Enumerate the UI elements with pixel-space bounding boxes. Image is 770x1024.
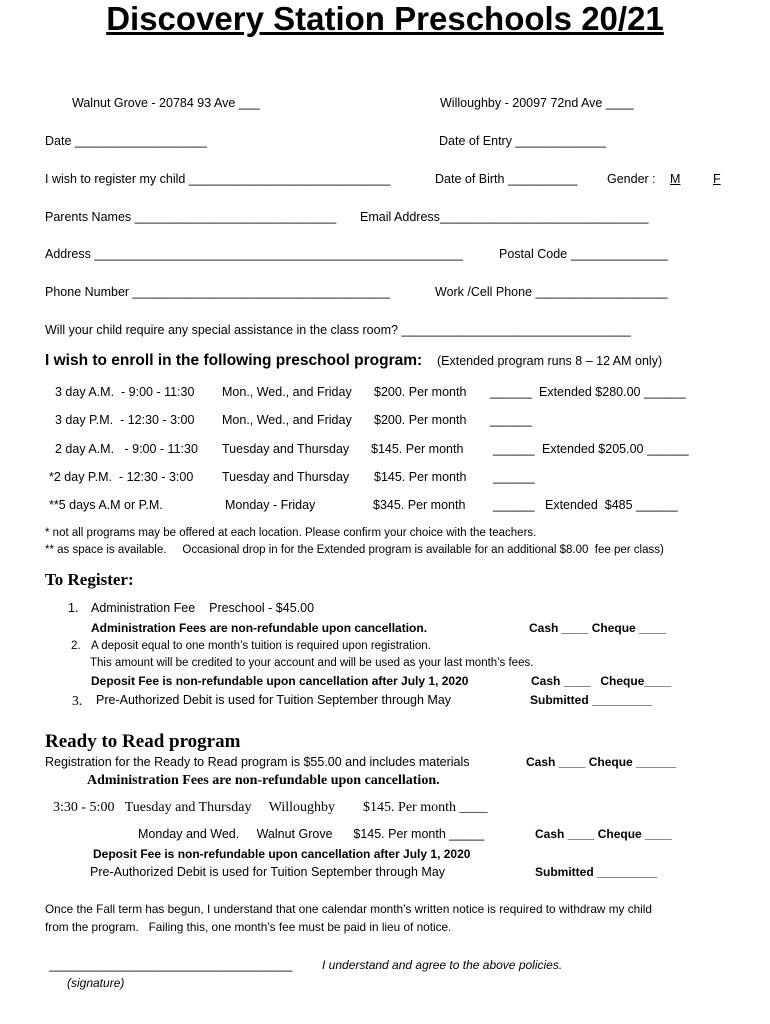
program-row-blank[interactable]: ______ — [493, 470, 535, 484]
program-row-days: Tuesday and Thursday — [222, 470, 350, 484]
list-number: 1. — [68, 601, 79, 615]
signature-label: (signature) — [67, 976, 125, 990]
date-field[interactable]: Date ___________________ — [45, 134, 207, 148]
program-row-name: *2 day P.M. - 12:30 - 3:00 — [49, 470, 194, 484]
ready-preauth-submitted[interactable]: Submitted _________ — [535, 865, 658, 879]
program-row-price: $200. Per month — [374, 385, 467, 399]
ready-row-payment[interactable]: Cash ____ Cheque ____ — [535, 827, 672, 841]
program-row-price: $145. Per month — [374, 470, 467, 484]
program-row-name: **5 days A.M or P.M. — [49, 498, 163, 512]
gender-f-option[interactable]: F — [713, 172, 721, 186]
program-row-price: $200. Per month — [374, 413, 467, 427]
date-of-entry-field[interactable]: Date of Entry _____________ — [439, 134, 606, 148]
admin-fee-nonrefundable: Administration Fees are non-refundable upon cancellation. — [91, 621, 428, 635]
program-row-extended[interactable]: Extended $280.00 ______ — [539, 385, 686, 399]
gender-m-option[interactable]: M — [670, 172, 681, 186]
program-row-blank[interactable]: ______ — [493, 498, 535, 512]
withdrawal-notice-line2: from the program. Failing this, one month’s fee must be paid in lieu of notice. — [45, 920, 452, 934]
gender-label: Gender : — [607, 172, 656, 186]
program-row-name: 3 day P.M. - 12:30 - 3:00 — [55, 413, 195, 427]
special-assistance-field[interactable]: Will your child require any special assistance in the class room? _________________________________ — [45, 323, 631, 337]
ready-row-willoughby[interactable]: 3:30 - 5:00 Tuesday and Thursday Willoughby $145. Per month ____ — [53, 800, 488, 815]
admin-fee-payment[interactable]: Cash ____ Cheque ____ — [529, 621, 666, 635]
ready-admin-nonrefundable: Administration Fees are non-refundable upon cancellation. — [87, 773, 440, 788]
ready-registration-text: Registration for the Ready to Read program is $55.00 and includes materials — [45, 755, 470, 769]
program-row-days: Mon., Wed., and Friday — [222, 413, 352, 427]
program-row-blank[interactable]: ______ — [490, 385, 532, 399]
list-number: 2. — [71, 640, 81, 652]
ready-to-read-heading: Ready to Read program — [45, 731, 241, 752]
postal-code-field[interactable]: Postal Code ______________ — [499, 247, 668, 261]
agreement-text: I understand and agree to the above policies. — [322, 958, 563, 972]
signature-line[interactable]: ___________________________________ — [49, 958, 293, 972]
program-row-days: Mon., Wed., and Friday — [222, 385, 352, 399]
program-heading: I wish to enroll in the following preschool program: — [45, 352, 423, 369]
deposit-payment[interactable]: Cash ____ Cheque____ — [531, 674, 672, 688]
ready-preauth-text: Pre-Authorized Debit is used for Tuition September through May — [90, 865, 446, 879]
footnote-1: * not all programs may be offered at each location. Please confirm your choice with the teachers. — [45, 527, 537, 539]
child-name-field[interactable]: I wish to register my child _____________________________ — [45, 172, 391, 186]
program-row-name: 2 day A.M. - 9:00 - 11:30 — [55, 442, 198, 456]
preauth-debit-text: Pre-Authorized Debit is used for Tuition September through May — [96, 693, 452, 707]
list-number: 3. — [72, 693, 83, 708]
deposit-text: A deposit equal to one month’s tuition is required upon registration. — [91, 640, 431, 652]
withdrawal-notice-line1: Once the Fall term has begun, I understand that one calendar month’s written notice is required to withdraw my child — [45, 902, 652, 916]
deposit-credit-text: This amount will be credited to your account and will be used as your last month’s fees. — [90, 657, 534, 669]
document-title: Discovery Station Preschools 20/21 — [106, 0, 664, 37]
program-row-extended[interactable]: Extended $205.00 ______ — [542, 442, 689, 456]
register-heading: To Register: — [45, 570, 134, 589]
program-row-blank[interactable]: ______ — [493, 442, 535, 456]
location-willoughby: Willoughby - 20097 72nd Ave ____ — [440, 96, 634, 110]
work-phone-field[interactable]: Work /Cell Phone ___________________ — [435, 285, 668, 299]
date-of-birth-field[interactable]: Date of Birth __________ — [435, 172, 578, 186]
program-row-name: 3 day A.M. - 9:00 - 11:30 — [55, 385, 195, 399]
ready-registration-payment[interactable]: Cash ____ Cheque ______ — [526, 755, 677, 769]
ready-row-walnut-grove[interactable]: Monday and Wed. Walnut Grove $145. Per month _____ — [138, 827, 485, 841]
admin-fee-text: Administration Fee Preschool - $45.00 — [91, 601, 315, 615]
deposit-nonrefundable: Deposit Fee is non-refundable upon cancellation after July 1, 2020 — [91, 674, 469, 688]
preauth-submitted[interactable]: Submitted _________ — [530, 693, 653, 707]
program-row-days: Tuesday and Thursday — [222, 442, 350, 456]
extended-note: (Extended program runs 8 – 12 AM only) — [437, 354, 663, 368]
footnote-2: ** as space is available. Occasional drop in for the Extended program is available for an additional $8.00 fee per class) — [45, 544, 664, 556]
parents-names-field[interactable]: Parents Names _____________________________ — [45, 210, 337, 224]
program-row-extended[interactable]: Extended $485 ______ — [545, 498, 678, 512]
program-row-price: $345. Per month — [373, 498, 466, 512]
program-row-blank[interactable]: ______ — [490, 413, 532, 427]
program-row-days: Monday - Friday — [225, 498, 316, 512]
ready-deposit-nonrefundable: Deposit Fee is non-refundable upon cancellation after July 1, 2020 — [93, 847, 471, 861]
location-walnut-grove: Walnut Grove - 20784 93 Ave ___ — [72, 96, 260, 110]
email-field[interactable]: Email Address______________________________ — [360, 210, 649, 224]
phone-field[interactable]: Phone Number _____________________________________ — [45, 285, 390, 299]
program-row-price: $145. Per month — [371, 442, 464, 456]
address-field[interactable]: Address _____________________________________________________ — [45, 247, 463, 261]
